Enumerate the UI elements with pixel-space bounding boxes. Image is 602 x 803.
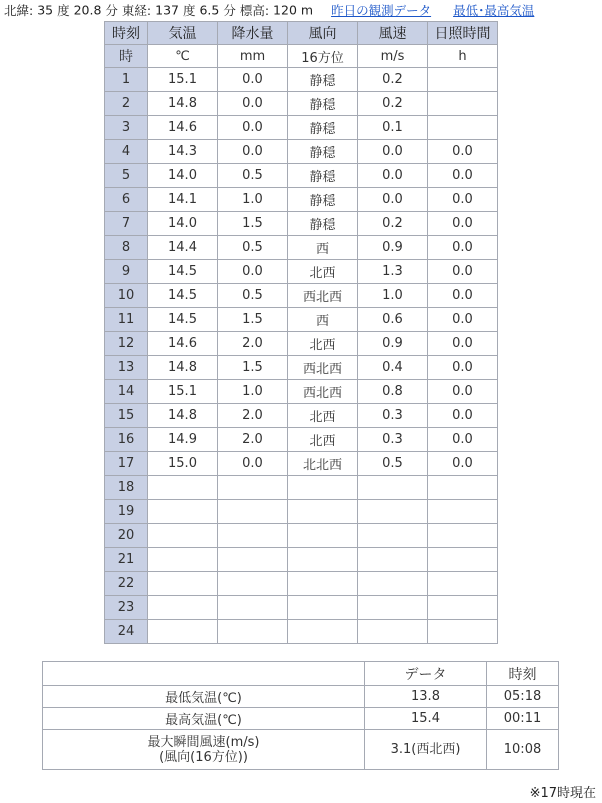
wind-speed-cell <box>358 548 428 572</box>
table-row <box>105 236 498 260</box>
temperature-cell: 14.6 <box>148 116 218 140</box>
wind-direction-cell: 北西 <box>288 404 358 428</box>
wind-direction-cell: 西 <box>288 308 358 332</box>
precipitation-cell <box>218 572 288 596</box>
wind-direction-cell: 西北西 <box>288 380 358 404</box>
table-row <box>105 500 498 524</box>
temperature-cell <box>148 500 218 524</box>
unit-wind-direction: 16方位 <box>288 45 358 68</box>
header-row <box>105 22 498 45</box>
table-row <box>105 260 498 284</box>
wind-speed-cell <box>358 620 428 644</box>
table-row <box>105 284 498 308</box>
wind-direction-cell: 静穏 <box>288 212 358 236</box>
altitude-label: 標高: <box>239 3 270 18</box>
temperature-cell: 14.0 <box>148 212 218 236</box>
hour-cell: 24 <box>105 620 148 644</box>
sunshine-cell: 0.0 <box>428 308 498 332</box>
temperature-cell: 14.8 <box>148 404 218 428</box>
wind-speed-cell: 1.3 <box>358 260 428 284</box>
precipitation-cell: 2.0 <box>218 428 288 452</box>
sunshine-cell: 0.0 <box>428 140 498 164</box>
temperature-cell: 15.1 <box>148 68 218 92</box>
temperature-cell: 14.1 <box>148 188 218 212</box>
wind-direction-cell: 静穏 <box>288 140 358 164</box>
degree-unit: 度 <box>57 3 70 18</box>
sunshine-cell: 0.0 <box>428 404 498 428</box>
table-row <box>105 548 498 572</box>
summary-time: 00:11 <box>487 708 559 730</box>
sunshine-cell: 0.0 <box>428 212 498 236</box>
table-row <box>105 68 498 92</box>
precipitation-cell <box>218 524 288 548</box>
precipitation-cell: 0.0 <box>218 260 288 284</box>
table-row <box>105 164 498 188</box>
wind-speed-cell: 0.2 <box>358 68 428 92</box>
summary-label-line1: 最大瞬間風速(m/s) <box>147 734 260 750</box>
temperature-cell: 14.5 <box>148 308 218 332</box>
degree-unit: 度 <box>182 3 196 18</box>
table-row <box>105 524 498 548</box>
hour-cell: 3 <box>105 116 148 140</box>
hour-cell: 10 <box>105 284 148 308</box>
hour-cell: 18 <box>105 476 148 500</box>
wind-speed-cell <box>358 572 428 596</box>
hour-cell: 13 <box>105 356 148 380</box>
temperature-cell: 15.1 <box>148 380 218 404</box>
precipitation-cell: 0.5 <box>218 284 288 308</box>
table-row <box>105 428 498 452</box>
precipitation-cell <box>218 476 288 500</box>
summary-header-blank <box>43 662 365 686</box>
summary-label: 最低気温(℃) <box>43 686 365 708</box>
table-row <box>105 308 498 332</box>
altitude-value: 120 <box>273 2 297 18</box>
wind-speed-cell: 0.8 <box>358 380 428 404</box>
table-row <box>105 92 498 116</box>
summary-value: 3.1(西北西) <box>365 730 487 770</box>
wind-speed-cell: 0.0 <box>358 164 428 188</box>
precipitation-cell: 2.0 <box>218 404 288 428</box>
summary-label: 最高気温(℃) <box>43 708 365 730</box>
hour-cell: 7 <box>105 212 148 236</box>
wind-speed-cell: 0.4 <box>358 356 428 380</box>
temperature-cell: 15.0 <box>148 452 218 476</box>
wind-direction-cell <box>288 596 358 620</box>
wind-speed-cell <box>358 524 428 548</box>
table-row <box>105 140 498 164</box>
wind-speed-cell: 0.3 <box>358 428 428 452</box>
hour-cell: 17 <box>105 452 148 476</box>
temperature-cell: 14.9 <box>148 428 218 452</box>
sunshine-cell: 0.0 <box>428 428 498 452</box>
hour-cell: 19 <box>105 500 148 524</box>
wind-direction-cell <box>288 548 358 572</box>
longitude-degrees: 137 <box>155 2 179 18</box>
wind-speed-cell: 0.2 <box>358 212 428 236</box>
summary-value: 13.8 <box>365 686 487 708</box>
sunshine-cell <box>428 476 498 500</box>
wind-speed-cell <box>358 476 428 500</box>
sunshine-cell <box>428 596 498 620</box>
precipitation-cell: 0.0 <box>218 68 288 92</box>
hour-cell: 6 <box>105 188 148 212</box>
longitude-label: 東経: <box>121 3 152 18</box>
latitude-minutes: 20.8 <box>73 2 102 18</box>
sunshine-cell <box>428 524 498 548</box>
unit-precipitation: mm <box>218 45 288 68</box>
summary-header-time: 時刻 <box>487 662 559 686</box>
temperature-cell: 14.8 <box>148 92 218 116</box>
wind-speed-cell: 0.6 <box>358 308 428 332</box>
precipitation-cell: 2.0 <box>218 332 288 356</box>
table-row <box>105 620 498 644</box>
sunshine-cell: 0.0 <box>428 380 498 404</box>
wind-direction-cell: 西北西 <box>288 356 358 380</box>
temperature-cell <box>148 476 218 500</box>
location-bar <box>4 1 534 19</box>
sunshine-cell <box>428 548 498 572</box>
sunshine-cell <box>428 620 498 644</box>
precipitation-cell: 1.5 <box>218 356 288 380</box>
hour-cell: 16 <box>105 428 148 452</box>
hour-cell: 12 <box>105 332 148 356</box>
precipitation-cell: 1.0 <box>218 188 288 212</box>
precipitation-cell: 1.5 <box>218 308 288 332</box>
hour-cell: 8 <box>105 236 148 260</box>
precipitation-cell <box>218 620 288 644</box>
table-row <box>105 404 498 428</box>
table-row <box>105 476 498 500</box>
summary-label-line2: (風向(16方位)) <box>159 749 248 765</box>
summary-time: 05:18 <box>487 686 559 708</box>
hour-cell: 21 <box>105 548 148 572</box>
unit-hour: 時 <box>105 45 148 68</box>
sunshine-cell: 0.0 <box>428 260 498 284</box>
precipitation-cell <box>218 596 288 620</box>
min-max-temperature-link[interactable]: 最低･最高気温 <box>453 3 535 18</box>
unit-sunshine: h <box>428 45 498 68</box>
table-row <box>105 572 498 596</box>
sunshine-cell <box>428 500 498 524</box>
wind-speed-cell: 0.2 <box>358 92 428 116</box>
wind-speed-cell: 0.0 <box>358 140 428 164</box>
wind-speed-cell: 1.0 <box>358 284 428 308</box>
sunshine-cell: 0.0 <box>428 188 498 212</box>
sunshine-cell <box>428 116 498 140</box>
hour-cell: 15 <box>105 404 148 428</box>
wind-direction-cell: 西 <box>288 236 358 260</box>
header-hour: 時刻 <box>105 22 148 45</box>
temperature-cell: 14.5 <box>148 284 218 308</box>
hour-cell: 11 <box>105 308 148 332</box>
latitude-label: 北緯: <box>4 3 34 18</box>
summary-row-max-temp <box>43 708 559 730</box>
temperature-cell: 14.6 <box>148 332 218 356</box>
precipitation-cell: 0.5 <box>218 164 288 188</box>
table-row <box>105 188 498 212</box>
summary-table <box>42 661 559 770</box>
table-row <box>105 380 498 404</box>
wind-direction-cell <box>288 572 358 596</box>
table-row <box>105 332 498 356</box>
precipitation-cell: 0.0 <box>218 116 288 140</box>
wind-direction-cell: 静穏 <box>288 188 358 212</box>
sunshine-cell <box>428 68 498 92</box>
hour-cell: 20 <box>105 524 148 548</box>
wind-direction-cell: 北西 <box>288 260 358 284</box>
temperature-cell: 14.0 <box>148 164 218 188</box>
temperature-cell: 14.3 <box>148 140 218 164</box>
sunshine-cell: 0.0 <box>428 452 498 476</box>
wind-speed-cell: 0.9 <box>358 236 428 260</box>
hour-cell: 14 <box>105 380 148 404</box>
table-row <box>105 596 498 620</box>
table-row <box>105 116 498 140</box>
temperature-cell <box>148 596 218 620</box>
minute-unit: 分 <box>223 3 236 18</box>
wind-direction-cell <box>288 476 358 500</box>
wind-direction-cell <box>288 500 358 524</box>
precipitation-cell: 0.0 <box>218 140 288 164</box>
wind-speed-cell <box>358 596 428 620</box>
precipitation-cell <box>218 500 288 524</box>
precipitation-cell: 1.0 <box>218 380 288 404</box>
wind-speed-cell: 0.9 <box>358 332 428 356</box>
header-sunshine: 日照時間 <box>428 22 498 45</box>
sunshine-cell: 0.0 <box>428 164 498 188</box>
table-row <box>105 452 498 476</box>
temperature-cell <box>148 572 218 596</box>
summary-time: 10:08 <box>487 730 559 770</box>
minute-unit: 分 <box>105 3 118 18</box>
wind-direction-cell: 北西 <box>288 428 358 452</box>
temperature-cell: 14.8 <box>148 356 218 380</box>
summary-header-row <box>43 662 559 686</box>
sunshine-cell: 0.0 <box>428 284 498 308</box>
table-row <box>105 212 498 236</box>
hourly-observation-table <box>104 21 498 644</box>
header-wind-direction: 風向 <box>288 22 358 45</box>
sunshine-cell <box>428 92 498 116</box>
summary-value: 15.4 <box>365 708 487 730</box>
wind-direction-cell <box>288 524 358 548</box>
wind-speed-cell: 0.5 <box>358 452 428 476</box>
header-wind-speed: 風速 <box>358 22 428 45</box>
header-precipitation: 降水量 <box>218 22 288 45</box>
summary-header-data: データ <box>365 662 487 686</box>
sunshine-cell: 0.0 <box>428 356 498 380</box>
precipitation-cell: 0.5 <box>218 236 288 260</box>
summary-row-max-gust <box>43 730 559 770</box>
summary-row-min-temp <box>43 686 559 708</box>
wind-direction-cell: 静穏 <box>288 164 358 188</box>
precipitation-cell: 1.5 <box>218 212 288 236</box>
hour-cell: 5 <box>105 164 148 188</box>
hour-cell: 1 <box>105 68 148 92</box>
precipitation-cell <box>218 548 288 572</box>
unit-temperature: ℃ <box>148 45 218 68</box>
wind-speed-cell: 0.1 <box>358 116 428 140</box>
hour-cell: 22 <box>105 572 148 596</box>
wind-speed-cell: 0.0 <box>358 188 428 212</box>
wind-direction-cell: 北西 <box>288 332 358 356</box>
precipitation-cell: 0.0 <box>218 92 288 116</box>
precipitation-cell: 0.0 <box>218 452 288 476</box>
sunshine-cell <box>428 572 498 596</box>
header-temperature: 気温 <box>148 22 218 45</box>
wind-speed-cell <box>358 500 428 524</box>
yesterday-data-link[interactable]: 昨日の観測データ <box>331 3 432 18</box>
wind-direction-cell: 北北西 <box>288 452 358 476</box>
wind-direction-cell: 西北西 <box>288 284 358 308</box>
temperature-cell <box>148 548 218 572</box>
wind-direction-cell <box>288 620 358 644</box>
unit-wind-speed: m/s <box>358 45 428 68</box>
wind-direction-cell: 静穏 <box>288 92 358 116</box>
temperature-cell <box>148 524 218 548</box>
as-of-footnote: ※17時現在 <box>529 786 596 801</box>
hour-cell: 4 <box>105 140 148 164</box>
wind-speed-cell: 0.3 <box>358 404 428 428</box>
sunshine-cell: 0.0 <box>428 236 498 260</box>
unit-row <box>105 45 498 68</box>
sunshine-cell: 0.0 <box>428 332 498 356</box>
temperature-cell: 14.5 <box>148 260 218 284</box>
temperature-cell <box>148 620 218 644</box>
summary-label <box>43 730 365 770</box>
hour-cell: 23 <box>105 596 148 620</box>
wind-direction-cell: 静穏 <box>288 116 358 140</box>
latitude-degrees: 35 <box>37 2 54 18</box>
hour-cell: 2 <box>105 92 148 116</box>
wind-direction-cell: 静穏 <box>288 68 358 92</box>
hour-cell: 9 <box>105 260 148 284</box>
table-row <box>105 356 498 380</box>
longitude-minutes: 6.5 <box>199 2 220 18</box>
altitude-unit: m <box>300 2 314 18</box>
temperature-cell: 14.4 <box>148 236 218 260</box>
